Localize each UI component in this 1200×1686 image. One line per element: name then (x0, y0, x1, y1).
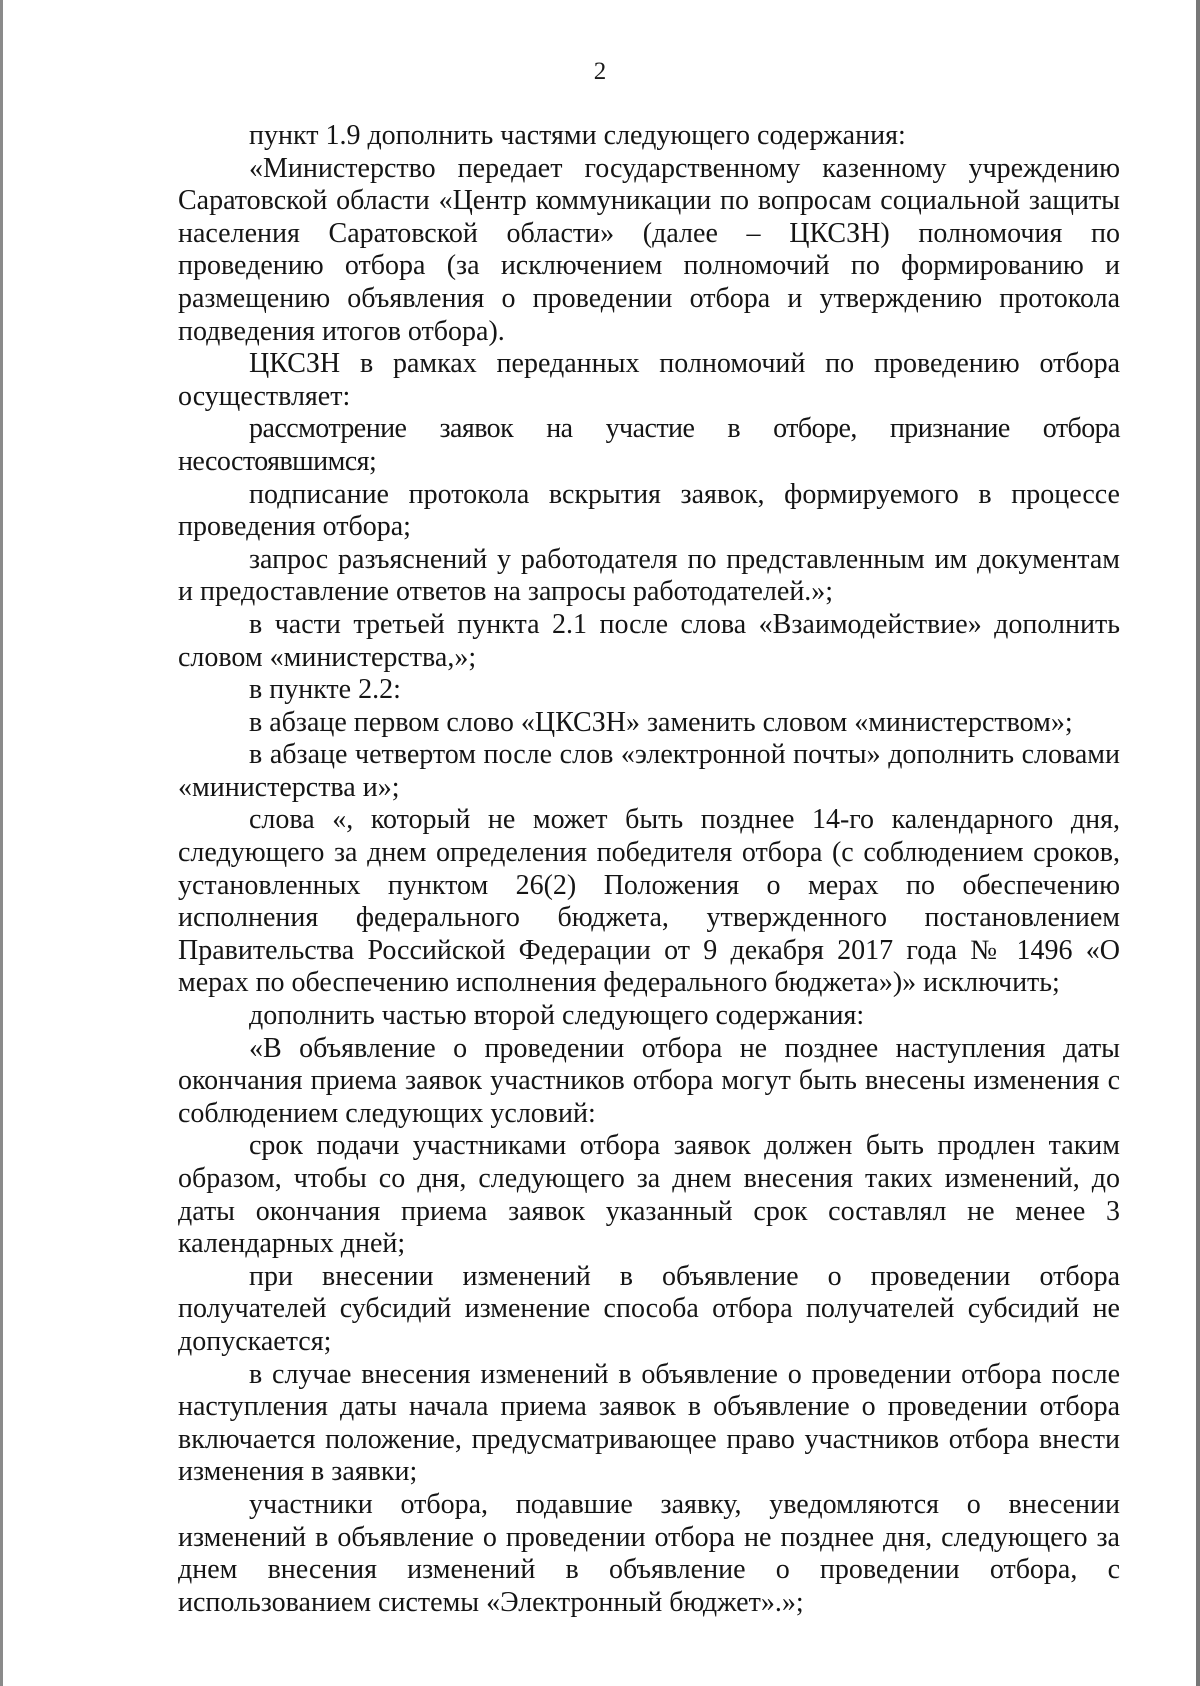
paragraph: срок подачи участниками отбора заявок должен быть продлен таким образом, чтобы со дня, следующего за днем внесения таких изменений, до даты окончания приема заявок указанный срок составлял не менее 3 календарных дней; (178, 1130, 1120, 1260)
paragraph: дополнить частью второй следующего содержания: (249, 1000, 865, 1032)
paragraph: в пункте 2.2: (249, 674, 401, 706)
paragraph: слова «, который не может быть позднее 14-го календарного дня, следующего за днем определения победителя отбора (с соблюдением сроков, установленных пунктом 26(2) Положения о мерах по обеспечению исполнения федерального бюджета, утвержденного постановлением Правительства Российской Федерации от 9 декабря 2017 года № 1496 «О мерах по обеспечению исполнения федерального бюджета»)» исключить; (178, 804, 1120, 999)
scan-edge-left (0, 0, 3, 1686)
paragraph: «Министерство передает государственному казенному учреждению Саратовской области «Центр коммуникации по вопросам социальной защиты населения Саратовской области» (далее – ЦКСЗН) полномочия по проведению отбора (за исключением полномочий по формированию и размещению объявления о проведении отбора и утверждению протокола подведения итогов отбора). (178, 152, 1120, 347)
paragraph: участники отбора, подавшие заявку, уведомляются о внесении изменений в объявление о проведении отбора не позднее дня, следующего за днем внесения изменений в объявление о проведении отбора, с использованием системы «Электронный бюджет».»; (178, 1488, 1120, 1618)
page-number: 2 (593, 58, 607, 85)
paragraph: при внесении изменений в объявление о проведении отбора получателей субсидий изменение способа отбора получателей субсидий не допускается; (178, 1260, 1120, 1357)
paragraph: ЦКСЗН в рамках переданных полномочий по проведению отбора осуществляет: (178, 348, 1120, 412)
scan-edge-right (1196, 0, 1200, 1686)
paragraph: пункт 1.9 дополнить частями следующего содержания: (249, 120, 906, 151)
paragraph: в случае внесения изменений в объявление о проведении отбора после наступления даты начала приема заявок в объявление о проведении отбора включается положение, предусматривающее право участников отбора внести изменения в заявки; (178, 1358, 1120, 1488)
document-body (178, 120, 1120, 1619)
paragraph: подписание протокола вскрытия заявок, формируемого в процессе проведения отбора; (178, 478, 1120, 543)
paragraph: в абзаце первом слово «ЦКСЗН» заменить словом «министерством»; (249, 706, 1073, 738)
paragraph: «В объявление о проведении отбора не позднее наступления даты окончания приема заявок участников отбора могут быть внесены изменения с соблюдением следующих условий: (178, 1032, 1120, 1129)
paragraph: в абзаце четвертом после слов «электронной почты» дополнить словами «министерства и»; (178, 739, 1120, 803)
paragraph: рассмотрение заявок на участие в отборе, признание отбора несостоявшимся; (178, 413, 1120, 477)
paragraph: в части третьей пункта 2.1 после слова «Взаимодействие» дополнить словом «министерства,»; (178, 608, 1120, 673)
paragraph: запрос разъяснений у работодателя по представленным им документам и предоставление ответов на запросы работодателей.»; (178, 543, 1120, 608)
